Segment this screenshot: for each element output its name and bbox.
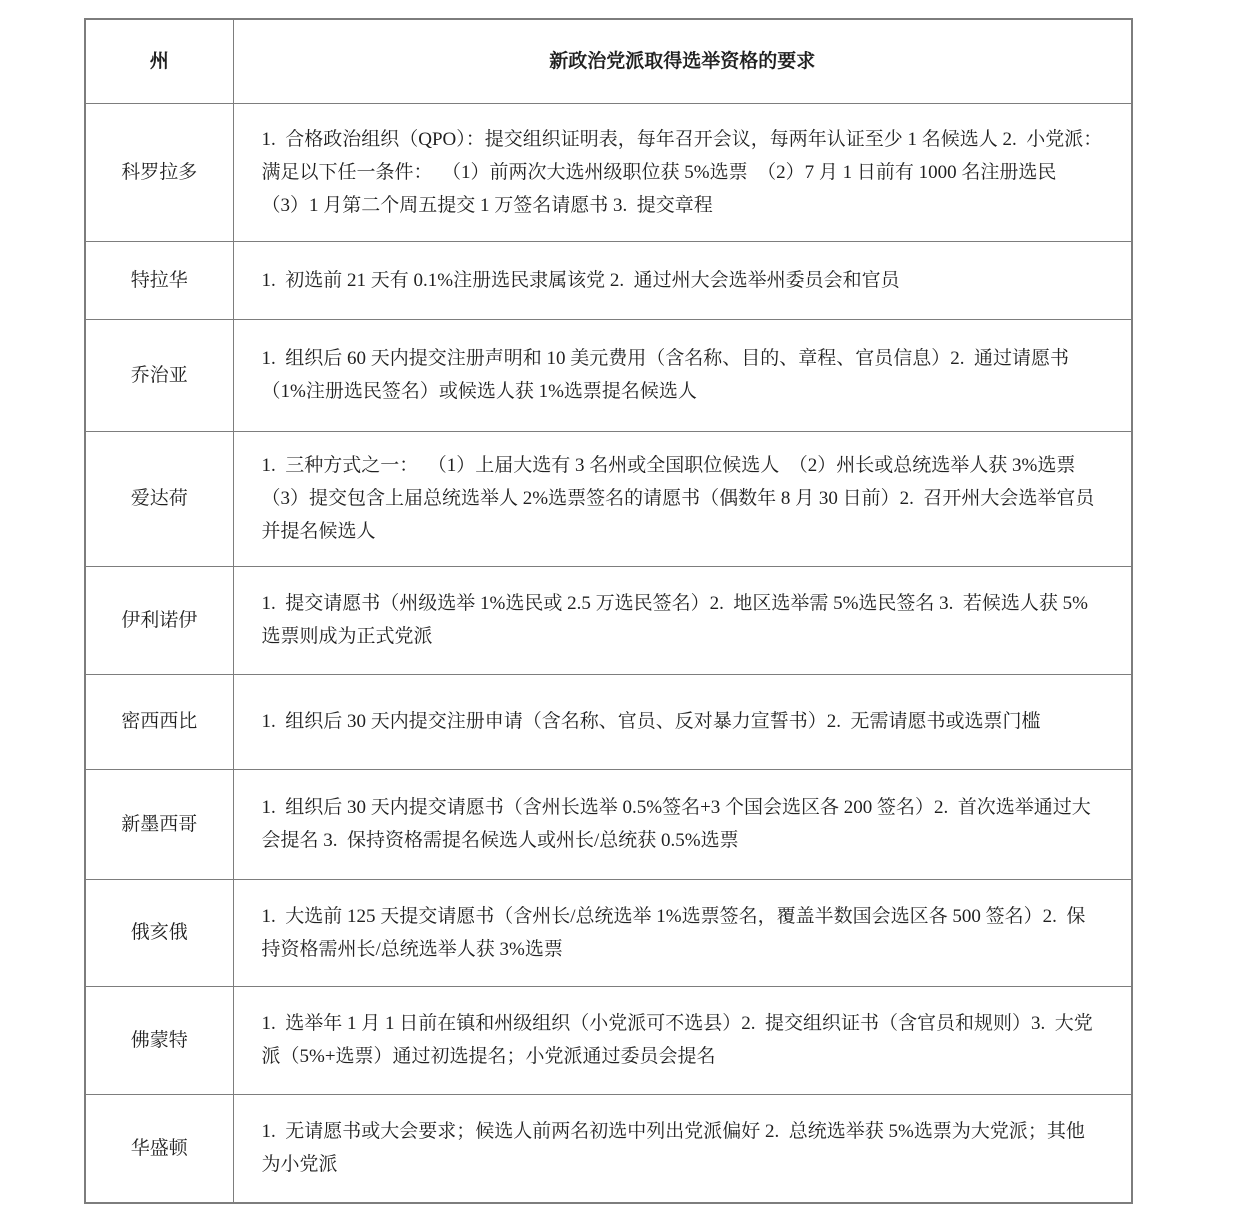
table-row bbox=[85, 566, 1132, 674]
requirements-cell: 1. 无请愿书或大会要求；候选人前两名初选中列出党派偏好 2. 总统选举获 5%选票为大党派；其他为小党派 bbox=[233, 1094, 1132, 1203]
state-cell: 伊利诺伊 bbox=[85, 566, 233, 674]
state-cell: 华盛顿 bbox=[85, 1094, 233, 1203]
requirements-cell: 1. 提交请愿书（州级选举 1%选民或 2.5 万选民签名）2. 地区选举需 5%选民签名 3. 若候选人获 5%选票则成为正式党派 bbox=[233, 566, 1132, 674]
state-cell: 乔治亚 bbox=[85, 319, 233, 431]
table-row bbox=[85, 674, 1132, 769]
state-cell: 爱达荷 bbox=[85, 431, 233, 566]
requirements-cell: 1. 三种方式之一： （1）上届大选有 3 名州或全国职位候选人 （2）州长或总统选举人获 3%选票 （3）提交包含上届总统选举人 2%选票签名的请愿书（偶数年 8 月 30 日前）2. 召开州大会选举官员并提名候选人 bbox=[233, 431, 1132, 566]
state-column-header: 州 bbox=[85, 19, 233, 103]
table-row bbox=[85, 986, 1132, 1094]
table-row bbox=[85, 241, 1132, 319]
state-cell: 新墨西哥 bbox=[85, 769, 233, 879]
state-cell: 科罗拉多 bbox=[85, 103, 233, 241]
requirements-cell: 1. 组织后 30 天内提交请愿书（含州长选举 0.5%签名+3 个国会选区各 200 签名）2. 首次选举通过大会提名 3. 保持资格需提名候选人或州长/总统获 0.5%选票 bbox=[233, 769, 1132, 879]
state-cell: 佛蒙特 bbox=[85, 986, 233, 1094]
requirements-column-header: 新政治党派取得选举资格的要求 bbox=[233, 19, 1132, 103]
table-row bbox=[85, 769, 1132, 879]
requirements-cell: 1. 组织后 30 天内提交注册申请（含名称、官员、反对暴力宣誓书）2. 无需请愿书或选票门槛 bbox=[233, 674, 1132, 769]
table-row bbox=[85, 319, 1132, 431]
table-row bbox=[85, 103, 1132, 241]
table-row bbox=[85, 879, 1132, 986]
requirements-cell: 1. 大选前 125 天提交请愿书（含州长/总统选举 1%选票签名，覆盖半数国会选区各 500 签名）2. 保持资格需州长/总统选举人获 3%选票 bbox=[233, 879, 1132, 986]
requirements-cell: 1. 选举年 1 月 1 日前在镇和州级组织（小党派可不选县）2. 提交组织证书（含官员和规则）3. 大党派（5%+选票）通过初选提名；小党派通过委员会提名 bbox=[233, 986, 1132, 1094]
requirements-cell: 1. 合格政治组织（QPO）：提交组织证明表，每年召开会议，每两年认证至少 1 名候选人 2. 小党派：满足以下任一条件： （1）前两次大选州级职位获 5%选票 （2）7 月 1 日前有 1000 名注册选民 （3）1 月第二个周五提交 1 万签名请愿书 3. 提交章程 bbox=[233, 103, 1132, 241]
state-cell: 密西西比 bbox=[85, 674, 233, 769]
requirements-cell: 1. 组织后 60 天内提交注册声明和 10 美元费用（含名称、目的、章程、官员信息）2. 通过请愿书（1%注册选民签名）或候选人获 1%选票提名候选人 bbox=[233, 319, 1132, 431]
state-cell: 俄亥俄 bbox=[85, 879, 233, 986]
requirements-cell: 1. 初选前 21 天有 0.1%注册选民隶属该党 2. 通过州大会选举州委员会和官员 bbox=[233, 241, 1132, 319]
table-row bbox=[85, 431, 1132, 566]
header-row bbox=[85, 19, 1132, 103]
table-row bbox=[85, 1094, 1132, 1203]
state-cell: 特拉华 bbox=[85, 241, 233, 319]
party-eligibility-table bbox=[84, 18, 1133, 1204]
